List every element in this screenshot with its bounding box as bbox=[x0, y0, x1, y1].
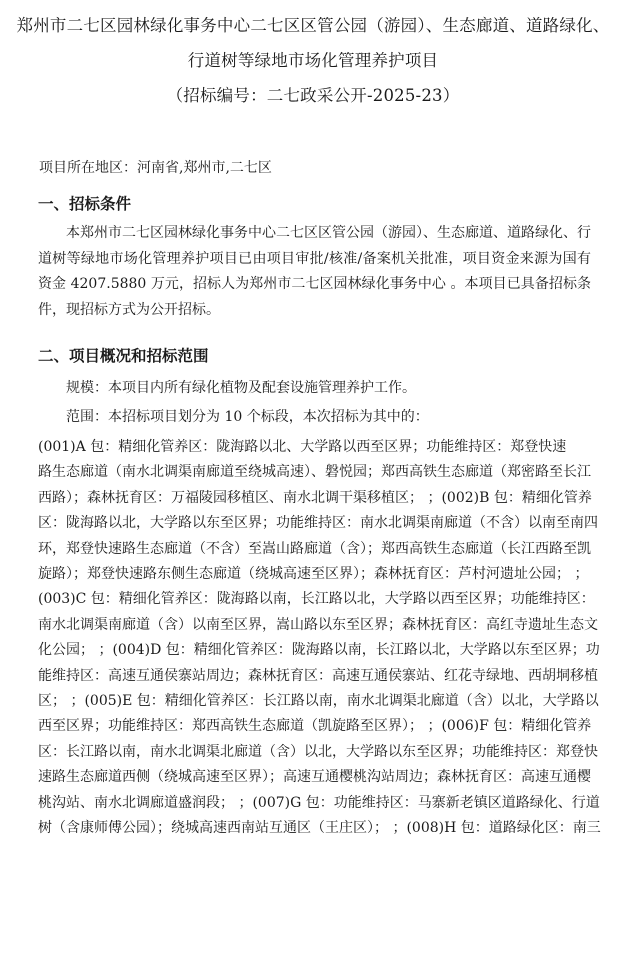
lot-text-line: (003)C 包：精细化管养区：陇海路以南，长江路以北，大学路以西至区界；功能维持区： bbox=[38, 591, 595, 608]
lot-text-line: (001)A 包：精细化管养区：陇海路以北、大学路以西至区界；功能维持区：郑登快速 bbox=[38, 439, 567, 455]
lot-text-line: 桃沟站、南水北调廊道盛润段； ；(007)G 包：功能维持区：马寨新老镇区道路绿化、行道 bbox=[38, 794, 600, 811]
tender-conditions-paragraph: 本郑州市二七区园林绿化事务中心二七区区管公园（游园）、生态廊道、道路绿化、行道树等绿地市场化管理养护项目已由项目审批/核准/备案机关批准，项目资金来源为国有资金 4207.5880 万元，招标人为郑州市二七区园林绿化事务中心 。本项目已具备招标条件，现招标方式为公开招标。 bbox=[38, 225, 591, 318]
project-scope-paragraph: 范围：本招标项目划分为 10 个标段，本次招标为其中的： bbox=[66, 409, 429, 425]
lot-text-line: 旋路）；郑登快速路东侧生态廊道（绕城高速至区界）；森林抚育区：芦村河遗址公园； ； bbox=[38, 566, 589, 583]
lot-text-line: 环，郑登快速路生态廊道（不含）至嵩山路廊道（含）；郑西高铁生态廊道（长江西路至凯 bbox=[38, 540, 591, 557]
project-location: 项目所在地区：河南省,郑州市,二七区 bbox=[39, 160, 272, 176]
lot-text-line: 区； ；(005)E 包：精细化管养区：长江路以南，南水北调渠北廊道（含）以北，大学路以 bbox=[38, 693, 599, 710]
title-line-3: （招标编号：二七政采公开-2025-23） bbox=[166, 86, 460, 105]
document-title bbox=[0, 8, 626, 113]
title-line-2: 行道树等绿地市场化管理养护项目 bbox=[187, 51, 439, 70]
lot-text-line: 区：陇海路以北，大学路以东至区界；功能维持区：南水北调渠南廊道（不含）以南至南四 bbox=[38, 515, 598, 532]
lot-text-line: 路生态廊道（南水北调渠南廊道至绕城高速）、磐悦园；郑西高铁生态廊道（郑密路至长江 bbox=[38, 464, 591, 481]
section-heading-tender-conditions: 一、招标条件 bbox=[38, 195, 132, 213]
lot-text-line: 区：长江路以南，南水北调渠北廊道（含）以北，大学路以东至区界；功能维持区：郑登快 bbox=[38, 743, 598, 760]
lot-text-line: 化公园； ；(004)D 包：精细化管养区：陇海路以南，长江路以北，大学路以东至区界；功 bbox=[38, 642, 600, 659]
project-scale-paragraph: 规模：本项目内所有绿化植物及配套设施管理养护工作。 bbox=[66, 380, 416, 396]
lot-text-line: 西路）；森林抚育区：万福陵园移植区、南水北调干渠移植区； ；(002)B 包：精细化管养 bbox=[38, 489, 592, 506]
lot-description-block bbox=[38, 435, 601, 842]
section-heading-project-overview: 二、项目概况和招标范围 bbox=[38, 347, 209, 365]
title-line-1: 郑州市二七区园林绿化事务中心二七区区管公园（游园）、生态廊道、道路绿化、 bbox=[16, 16, 610, 35]
lot-text-line: 西至区界；功能维持区：郑西高铁生态廊道（凯旋路至区界）； ；(006)F 包：精细化管养 bbox=[38, 718, 592, 735]
lot-text-line: 速路生态廊道西侧（绕城高速至区界）；高速互通樱桃沟站周边；森林抚育区：高速互通樱 bbox=[38, 769, 591, 786]
lot-text-line: 能维持区：高速互通侯寨站周边；森林抚育区：高速互通侯寨站、红花寺绿地、西胡垌移植 bbox=[38, 667, 598, 684]
lot-text-line: 树（含康师傅公园）；绕城高速西南站互通区（王庄区）； ；(008)H 包：道路绿化区：南三 bbox=[38, 820, 601, 837]
lot-text-line: 南水北调渠南廊道（含）以南至区界，嵩山路以东至区界；森林抚育区：高红寺遗址生态文 bbox=[38, 616, 598, 633]
